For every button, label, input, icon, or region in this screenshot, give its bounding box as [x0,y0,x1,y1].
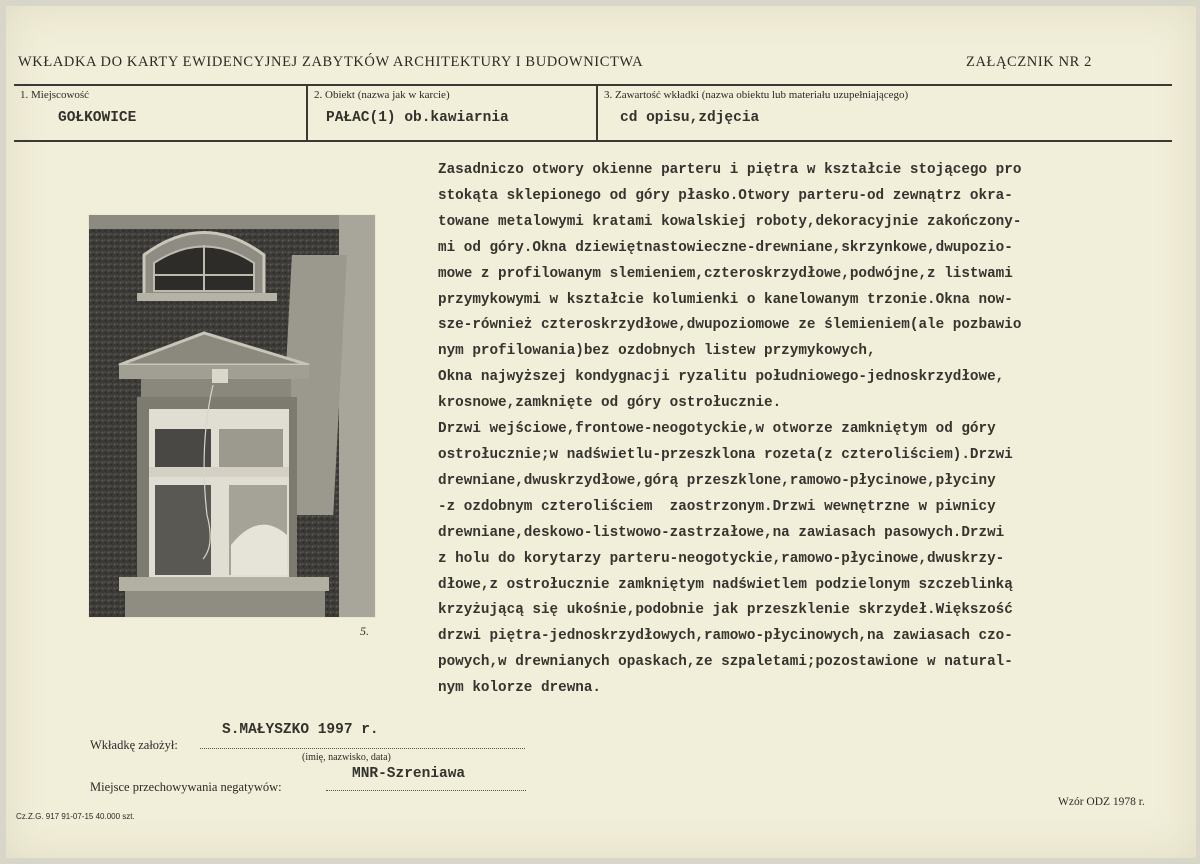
field-separator-1 [306,85,308,140]
author-dotted-line [200,748,525,749]
storage-value: MNR-Szreniawa [352,766,466,782]
author-value: S.MAŁYSZKO 1997 r. [222,722,379,738]
locality-value: GOŁKOWICE [58,110,137,126]
text-line: Drzwi wejściowe,frontowe-neogotyckie,w otworze zamkniętym od góry [438,421,996,438]
field-separator-2 [596,85,598,140]
photo-drawing [89,215,375,617]
document-title: WKŁADKA DO KARTY EWIDENCYJNEJ ZABYTKÓW ARCHITEKTURY I BUDOWNICTWA [18,54,644,70]
text-line: z holu do korytarzy parteru-neogotyckie,ramowo-płycinowe,dwuskrzy- [438,550,1005,567]
text-line: -z ozdobnym czteroliściem zaostrzonym.Drzwi wewnętrzne w piwnicy [438,498,996,515]
text-line: drzwi piętra-jednoskrzydłowych,ramowo-płycinowych,na zawiasach czo- [438,628,1013,645]
photo-number: 5. [360,624,369,638]
header-rule-bottom [14,140,1172,142]
text-line: dłowe,z ostrołucznie zamkniętym nadświetlem podzielonym szczeblinką [438,576,1013,593]
text-line: mowe z profilowanym slemieniem,czteroskrzydłowe,podwójne,z listwami [438,265,1013,282]
building-window-photo [88,214,376,618]
text-line: ostrołucznie;w nadświetlu-przeszklona rozeta(z czteroliściem).Drzwi [438,446,1013,463]
form-model: Wzór ODZ 1978 r. [1058,796,1145,808]
text-line: stokąta sklepionego od góry płasko.Otwory parteru-od zewnątrz okra- [438,187,1013,204]
text-line: drewniane,deskowo-listwowo-zastrzałowe,na zawiasach pasowych.Drzwi [438,524,1005,541]
text-line: przymykowymi w kształcie kolumienki o kanelowanym trzonie.Okna now- [438,291,1013,308]
text-line: mi od góry.Okna dziewiętnastowieczne-drewniane,skrzynkowe,dwupozio- [438,239,1013,256]
author-label: Wkładkę założył: [90,738,178,752]
content-value: cd opisu,zdjęcia [620,110,760,126]
text-line: krzyżującą się ukośnie,podobnie jak przeszklenie skrzydeł.Większość [438,602,1013,619]
text-line: krosnowe,zamknięte od góry ostrołucznie. [438,395,782,412]
text-line: powych,w drewnianych opaskach,ze szpaletami;pozostawione w natural- [438,654,1013,671]
description-text [438,158,1158,702]
storage-dotted-line [326,790,526,791]
text-line: nym profilowania)bez ozdobnych listew przymykowych, [438,343,876,360]
object-label: 2. Obiekt (nazwa jak w karcie) [314,89,450,101]
storage-label: Miejsce przechowywania negatywów: [90,780,282,794]
text-line: sze-również czteroskrzydłowe,dwupoziomowe ze ślemieniem(ale pozbawio [438,317,1022,334]
text-line: Okna najwyższej kondygnacji ryzalitu południowego-jednoskrzydłowe, [438,369,1005,386]
locality-label: 1. Miejscowość [20,89,90,101]
text-line: towane metalowymi kratami kowalskiej roboty,dekoracyjnie zakończony- [438,213,1022,230]
author-caption: (imię, nazwisko, data) [302,752,391,763]
text-line: Zasadniczo otwory okienne parteru i piętra w kształcie stojącego pro [438,162,1022,178]
text-line: drewniane,dwuskrzydłowe,górą przeszklone,ramowo-płycinowe,płyciny [438,472,996,489]
content-label: 3. Zawartość wkładki (nazwa obiektu lub materiału uzupełniającego) [604,89,909,101]
header-rule-top [14,84,1172,86]
annex-number: ZAŁĄCZNIK NR 2 [966,54,1092,70]
object-value: PAŁAC(1) ob.kawiarnia [326,110,509,126]
print-info: Cz.Z.G. 917 91-07-15 40.000 szt. [16,812,135,821]
text-line: nym kolorze drewna. [438,680,602,697]
